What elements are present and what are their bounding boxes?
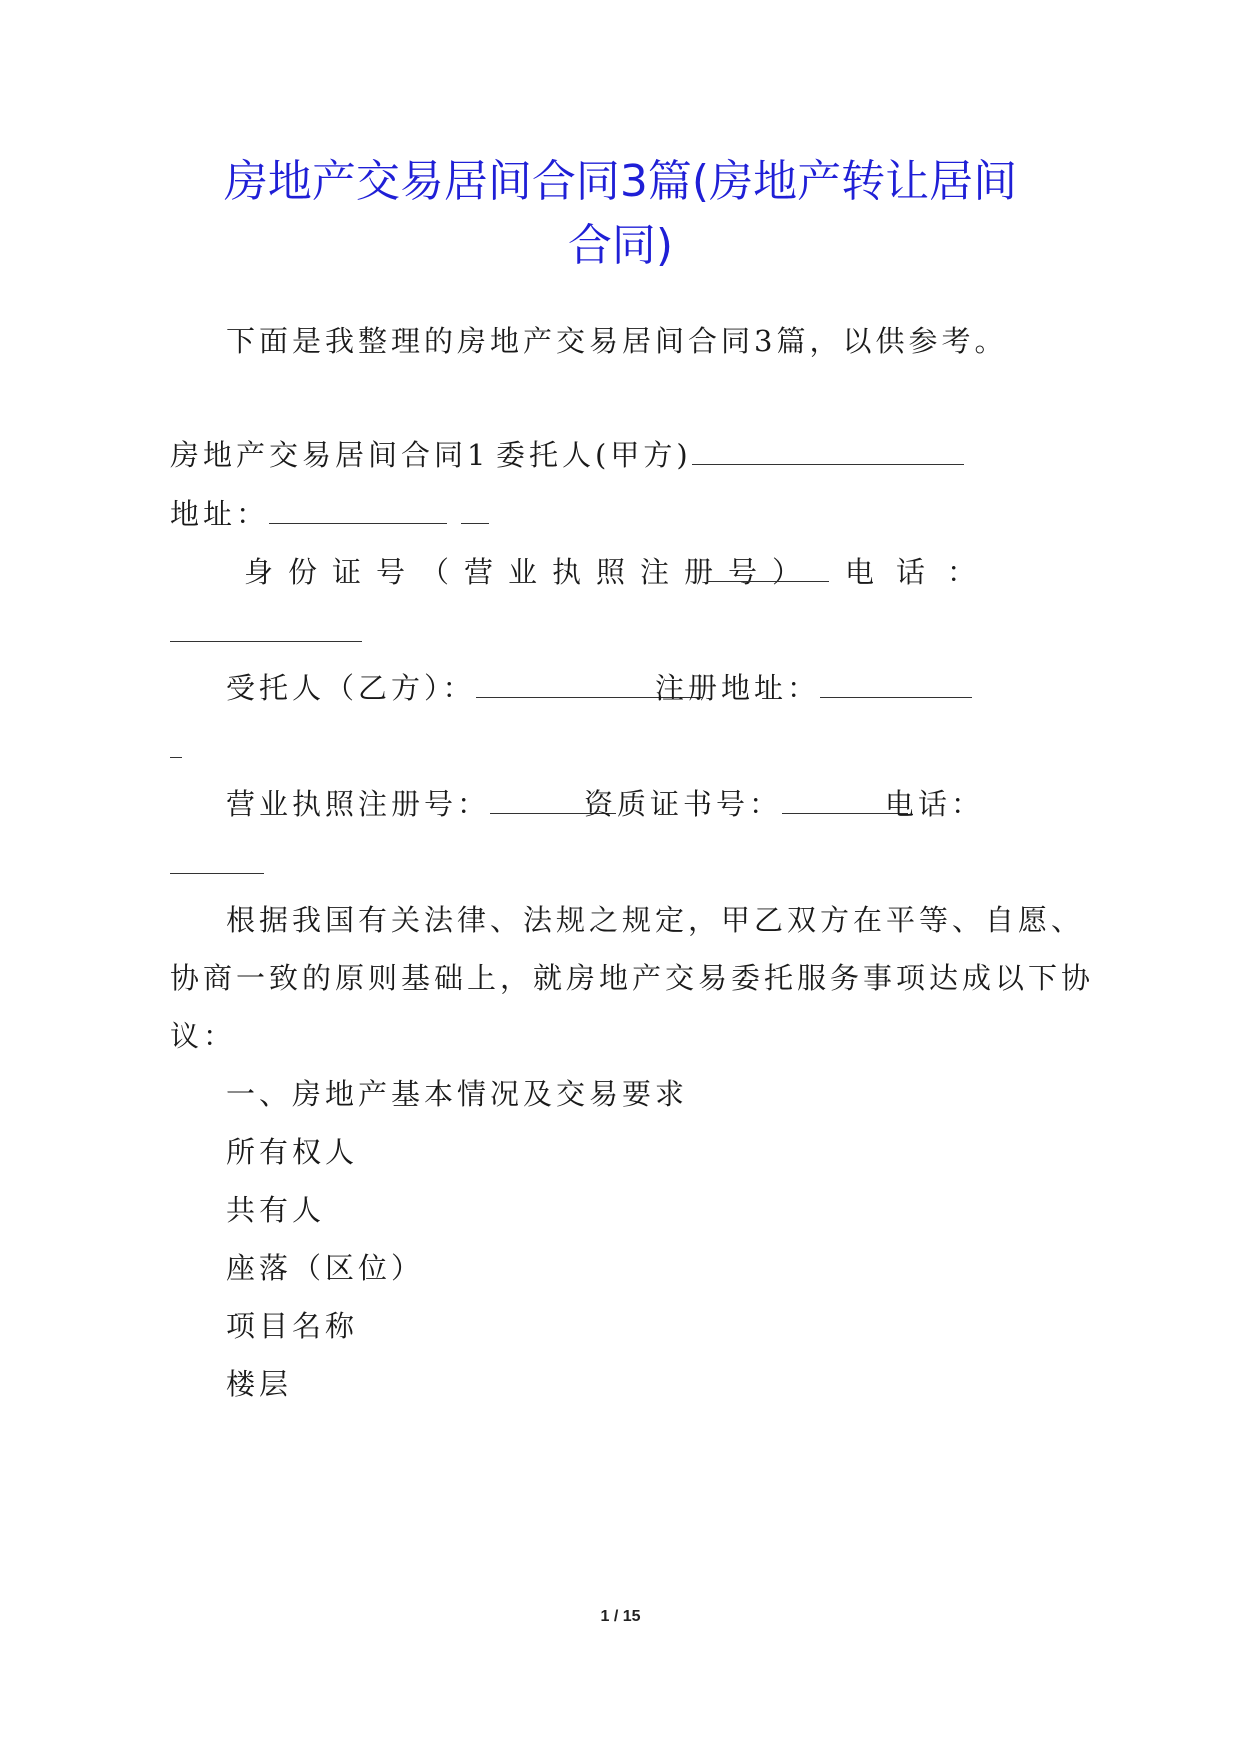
id-number-blank bbox=[707, 557, 829, 582]
reg-address-blank-tail bbox=[170, 733, 182, 758]
address-blank-tail bbox=[461, 499, 489, 524]
party-a-blank bbox=[692, 440, 964, 465]
phone-label-2: 电话： bbox=[885, 787, 985, 821]
title-line-1: 房地产交易居间合同3篇(房地产转让居间 bbox=[223, 156, 1018, 207]
party-b-label: 受托人（乙方）： bbox=[226, 671, 476, 705]
phone-label: 电话： bbox=[845, 555, 999, 589]
address-row bbox=[170, 496, 489, 532]
preamble-line-2: 协商一致的原则基础上，就房地产交易委托服务事项达成以下协 bbox=[170, 961, 1095, 995]
party-a-label: 委托人(甲方) bbox=[496, 438, 692, 472]
qualification-row bbox=[584, 786, 908, 822]
party-a-row bbox=[496, 437, 964, 473]
reg-address-blank bbox=[820, 673, 972, 698]
document-title bbox=[150, 150, 1091, 278]
phone-blank-row bbox=[170, 614, 362, 650]
contract-1-heading-row bbox=[170, 437, 489, 473]
page-indicator: 1 / 15 bbox=[600, 1608, 641, 1625]
list-item: 楼层 bbox=[226, 1367, 293, 1401]
phone-blank bbox=[170, 617, 362, 642]
qualification-label: 资质证书号： bbox=[584, 787, 783, 821]
phone-blank-2 bbox=[170, 849, 264, 874]
reg-address-blank-tail-row bbox=[170, 730, 182, 766]
preamble-line-1: 根据我国有关法律、法规之规定，甲乙双方在平等、自愿、 bbox=[226, 903, 1085, 937]
preamble-line-3: 议： bbox=[170, 1019, 237, 1053]
address-label: 地址： bbox=[170, 497, 270, 531]
party-b-row bbox=[226, 670, 702, 706]
title-line-2: 合同) bbox=[567, 220, 674, 271]
phone-blank-row-2 bbox=[170, 846, 264, 882]
address-blank bbox=[269, 499, 447, 524]
phone-row bbox=[845, 554, 998, 590]
id-number-label: 身份证号（营业执照注册号） bbox=[244, 555, 817, 589]
list-item: 项目名称 bbox=[226, 1309, 359, 1343]
phone-row-2 bbox=[885, 786, 984, 822]
section-1-heading: 一、房地产基本情况及交易要求 bbox=[226, 1077, 689, 1111]
intro-paragraph: 下面是我整理的房地产交易居间合同3篇，以供参考。 bbox=[226, 324, 1008, 358]
list-item: 共有人 bbox=[226, 1193, 326, 1227]
license-label: 营业执照注册号： bbox=[226, 787, 491, 821]
reg-address-row bbox=[655, 670, 972, 706]
list-item: 座落（区位） bbox=[226, 1251, 425, 1285]
id-number-blank-row bbox=[707, 554, 829, 590]
list-item: 所有权人 bbox=[226, 1135, 359, 1169]
contract-1-heading: 房地产交易居间合同1 bbox=[170, 438, 490, 472]
reg-address-label: 注册地址： bbox=[655, 671, 821, 705]
license-row bbox=[226, 786, 616, 822]
